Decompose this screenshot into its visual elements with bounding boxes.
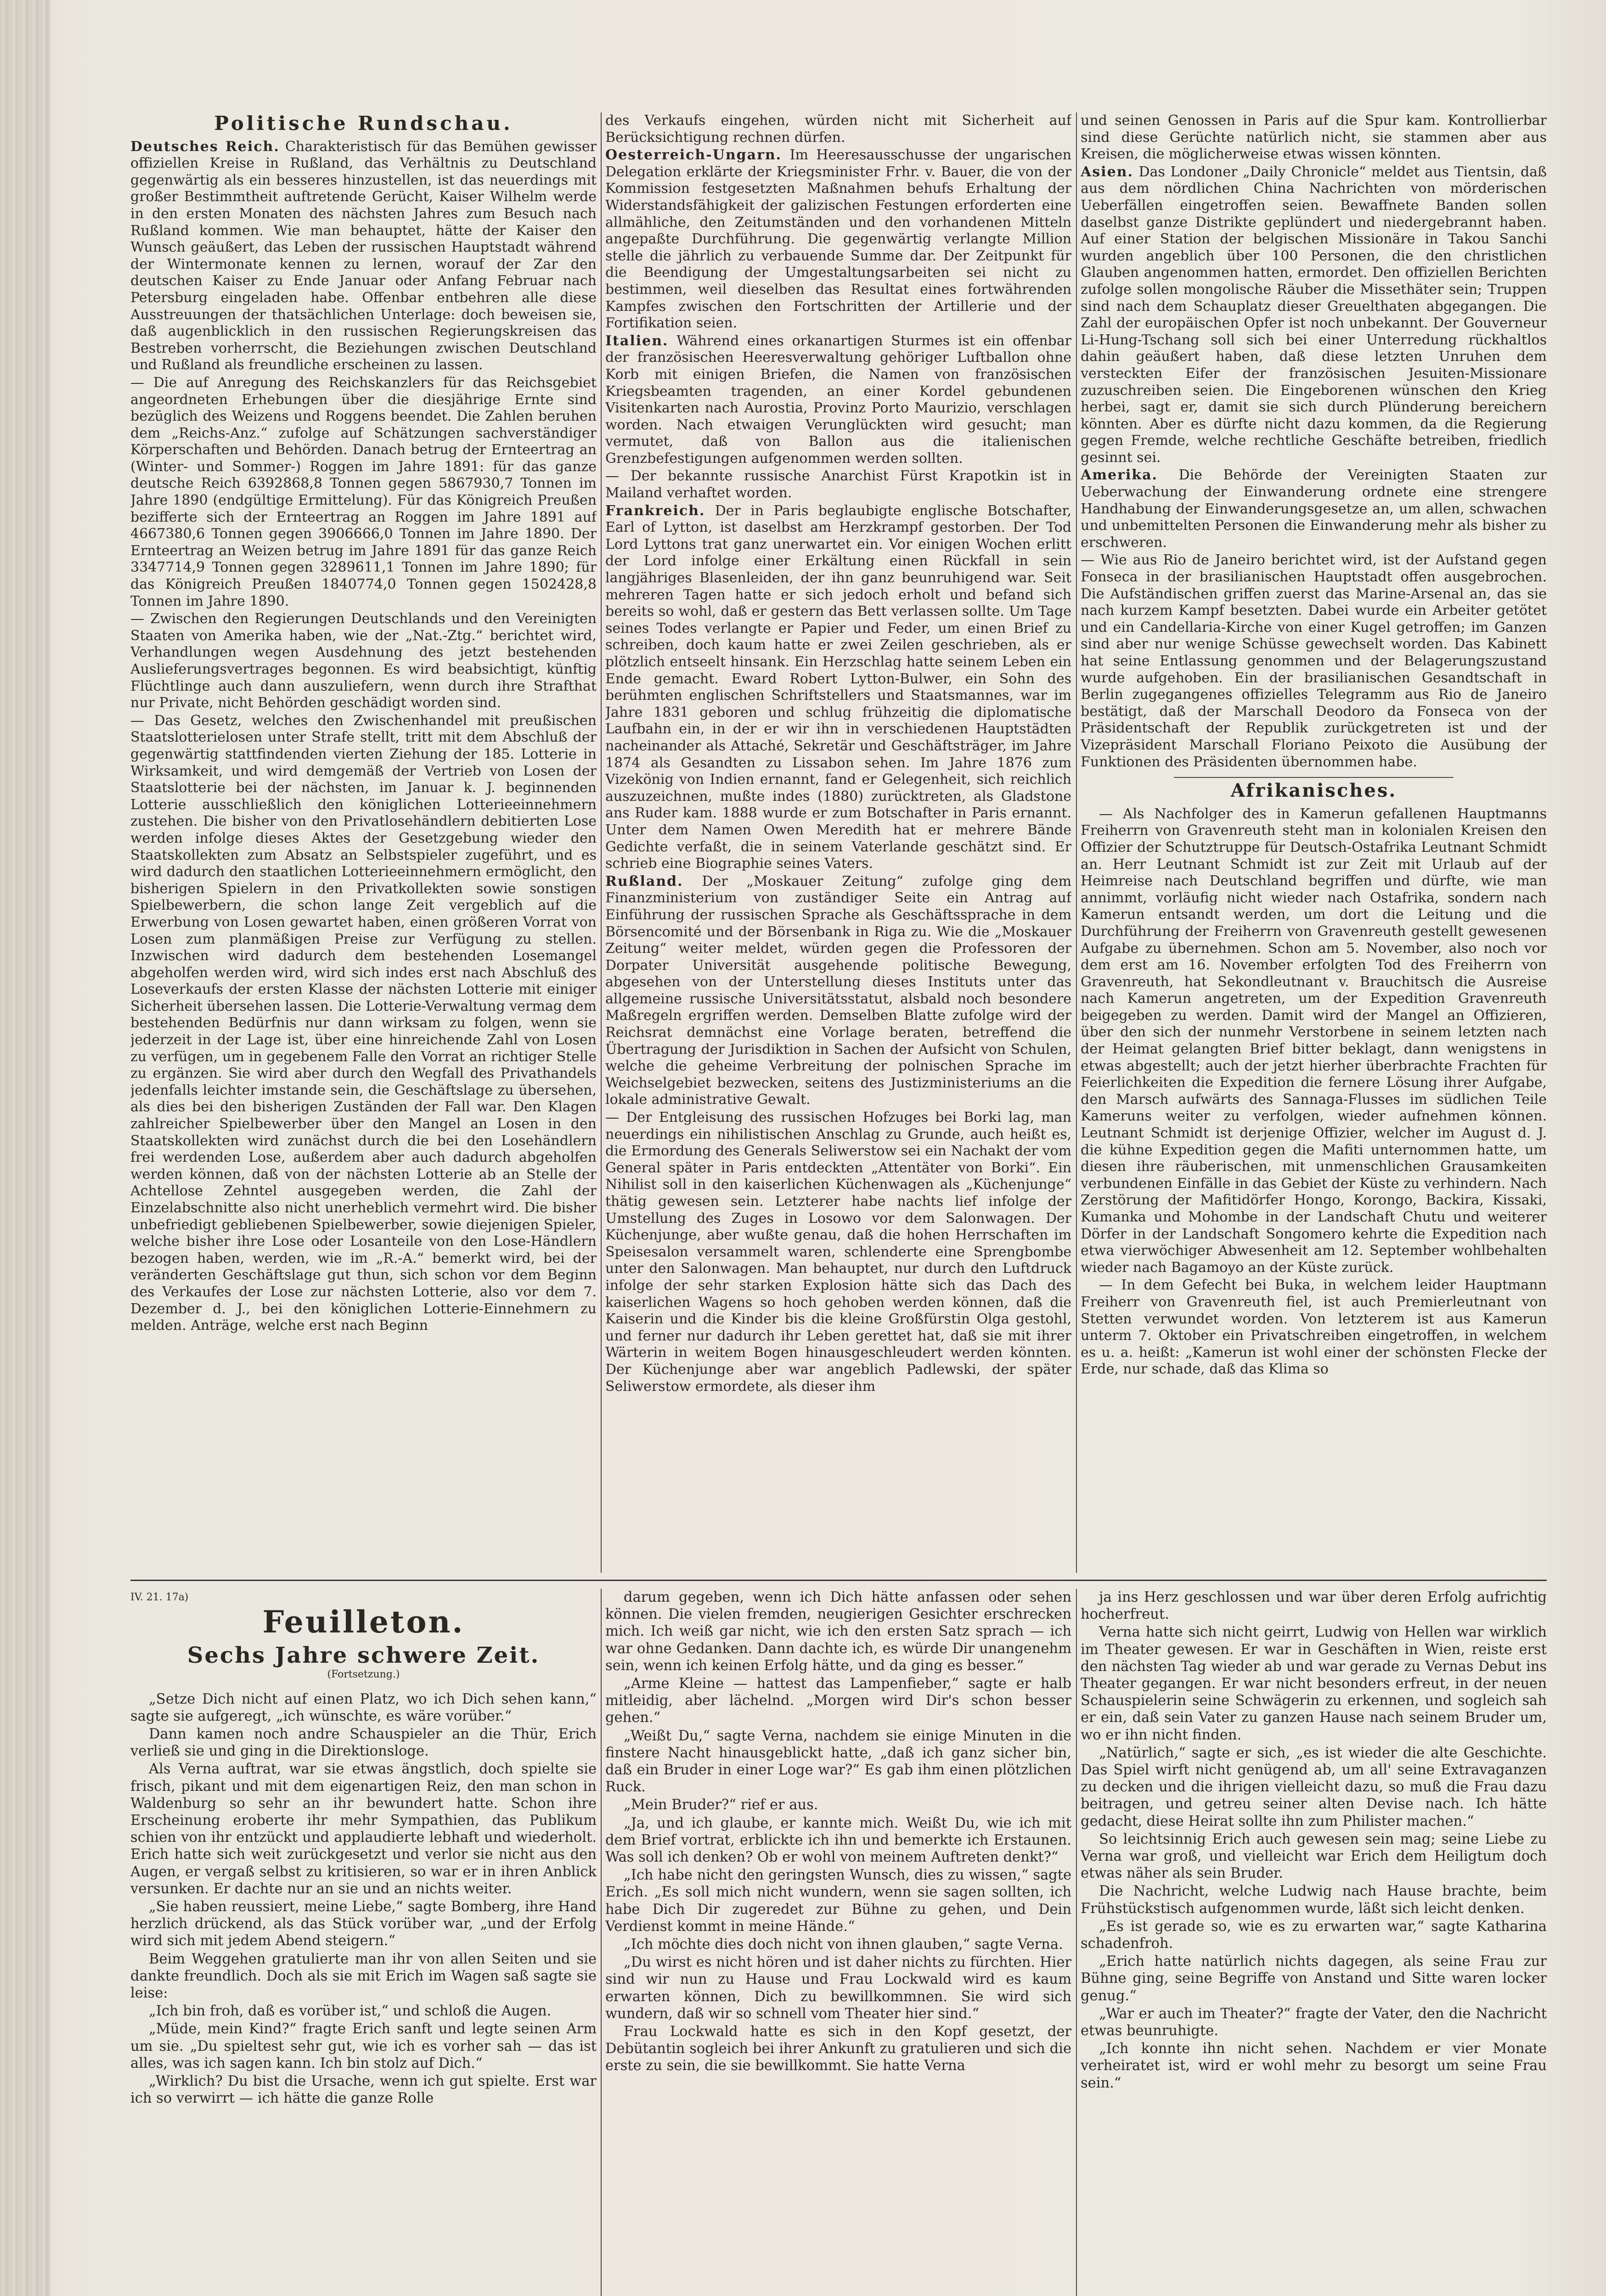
feuilleton-column-1 [130, 1589, 597, 2296]
article-paragraph [1081, 113, 1547, 163]
story-paragraph: darum gegeben, wenn ich Dich hätte anfassen oder sehen können. Die vielen fremden, neugierigen Gesichter erschrecken mich. Ich weiß gar nicht, wie ich den ersten Satz sprach — ich war ohne Gedanken. Dann dachte ich, es würde Dir unangenehm sein, wenn ich keinen Erfolg hätte, und da ging es besser.“ [605, 1589, 1071, 1674]
article-paragraph [130, 375, 597, 610]
story-paragraph: Verna hatte sich nicht geirrt, Ludwig von Hellen war wirklich im Theater gewesen. Er war in Geschäften in Wien, reiste erst den nächsten Tag wieder ab und war gerade zu Vernas Debut ins Theater gegangen. Er war nicht besonders erfreut, in der neuen Schauspielerin seine Schwägerin zu erkennen, und sogleich sah er ein, daß sein Vater zu ganzen Hause nach seinem Bruder um, wo er ihn nicht finden. [1081, 1624, 1547, 1743]
article-text: — Das Gesetz, welches den Zwischenhandel mit preußischen Staatslotterielosen unter Strafe stellt, tritt mit dem Abschluß der gegenwärtig stattfindenden vierten Ziehung der 185. Lotterie in Wirksamkeit, und wird demgemäß der Vertrieb von Losen der Staatslotterie bei der nächsten, im Januar k. J. beginnenden Lotterie ausschließlich den königlichen Lotterieeinnehmern zustehen. Die bisher von den Privatlosehändlern debitierten Lose werden infolge dieses Aktes der Gesetzgebung wieder den Staatskollekten zum Absatz an Selbstspieler zugeführt, und es wird dadurch den staatlichen Lotterieeinnehmern ermöglicht, den bisherigen Spielern in den Privatkollekten sowie sonstigen Spielbewerbern, die schon lange Zeit vergeblich auf die Erwerbung von Losen gewartet haben, einen größeren Vorrat von Losen zum planmäßigen Preise zur Verfügung zu stellen. Inzwischen wird dadurch dem bestehenden Losemangel abgeholfen werden wird, wird sich indes erst nach Abschluß des Loseverkaufs der ersten Klasse der nächsten Lotterie mit einiger Sicherheit übersehen lassen. Die Lotterie-Verwaltung vermag dem bestehenden Bedürfnis nur dann wirksam zu folgen, wenn sie jederzeit in der Lage ist, über eine hinreichende Zahl von Losen zu verfügen, um in gegebenem Falle den Vorrat an richtiger Stelle zu ergänzen. Sie wird aber durch den Wegfall des Privathandels jedenfalls leichter imstande sein, die Geschäftslage zu übersehen, als dies bei den bisherigen Zuständen der Fall war. Den Klagen zahlreicher Spielbewerber über den Mangel an Losen in den Staatskollekten wird zunächst durch die bei den Losehändlern frei werdenden Lose, außerdem aber auch dadurch abgeholfen werden können, daß von der nächsten Lotterie ab an Stelle der Achtellose Zehntel ausgegeben werden, die Zahl der Einzelabschnitte also nicht unerheblich vermehrt wird. Die bisher unbefriedigt gebliebenen Spielbewerber, sowie diejenigen Spieler, welche bisher ihre Lose oder Losanteile von den Lose-Händlern bezogen haben, werden, wie im „R.-A.“ bemerkt wird, bei der veränderten Geschäftslage gut thun, sich schon vor dem Beginn des Verkaufes der Lose zur nächsten Lotterie, also vor dem 7. Dezember d. J., bei den königlichen Lotterie-Einnehmern zu melden. Anträge, welche erst nach Beginn [130, 712, 597, 1334]
article-text: Der in Paris beglaubigte englische Botschafter, Earl of Lytton, ist daselbst am Herzkrampf gestorben. Der Tod Lord Lyttons trat ganz unerwartet ein. Vor einigen Wochen erlitt der Lord infolge einer Erkältung einen Rückfall in sein langjähriges Blasenleiden, der ihn ganz beunruhigend war. Seit mehreren Tagen hatte er sich jedoch erholt und befand sich bereits so wohl, daß er gestern das Bett verlassen sollte. Um Tage seines Todes verlangte er Papier und Feder, um einen Brief zu schreiben, doch kaum hatte er zwei Zeilen geschrieben, als er plötzlich entseelt hinsank. Ein Herzschlag hatte seinem Leben ein Ende gemacht. Eward Robert Lytton-Bulwer, ein Sohn des berühmten englischen Schriftstellers und Staatsmannes, war im Jahre 1831 geboren und schlug frühzeitig die diplomatische Laufbahn ein, in der er wir ihn in verschiedenen Hauptstädten nacheinander als Attaché, Sekretär und Geschäftsträger, im Jahre 1874 als Gesandten zu Lissabon sehen. Im Jahre 1876 zum Vizekönig von Indien ernannt, fand er Gelegenheit, sich reichlich auszuzeichnen, mußte indes (1880) zurücktreten, als Gladstone ans Ruder kam. 1888 wurde er zum Botschafter in Paris ernannt. Unter dem Namen Owen Meredith hat er mehrere Bände Gedichte verfaßt, die in seinem Vaterlande geschätzt sind. Er schrieb eine Biographie seines Vaters. [605, 502, 1071, 872]
article-text: — Wie aus Rio de Janeiro berichtet wird, ist der Aufstand gegen Fonseca in der brasilianischen Hauptstadt offen ausgebrochen. Die Aufständischen griffen zuerst das Marine-Arsenal an, das sie nach kurzem Kampf besetzten. Dabei wurde ein Arbeiter getötet und ein Candellaria-Kirche von einer Kugel getroffen; im Ganzen sind aber nur wenige Schüsse gewechselt worden. Das Kabinett hat seine Entlassung genommen und der Belagerungszustand wurde aufgehoben. Ein der brasilianischen Gesandtschaft in Berlin zugegangenes offizielles Telegramm aus Rio de Janeiro bestätigt, daß der Marschall Deodoro da Fonseca von der Präsidentschaft der Republik zurückgetreten ist und der Vizepräsident Marschall Floriano Peixoto die Ausübung der Funktionen des Präsidenten übernommen habe. [1081, 552, 1547, 770]
article-paragraph [130, 713, 597, 1334]
article-text: Der „Moskauer Zeitung“ zufolge ging dem Finanzministerium von zuständiger Seite ein Antrag auf Einführung der russischen Sprache als Geschäftssprache in dem Börsencomité und der Börsenbank in Riga zu. Wie die „Moskauer Zeitung“ weiter meldet, würden gegen die Professoren der Dorpater Universität ausgehende politische Bewegung, abgesehen von der Unterstellung dieses Instituts unter das allgemeine russische Universitätsstatut, alsbald noch besondere Maßregeln ergriffen werden. Demselben Blatte zufolge wird der Reichsrat demnächst eine Vorlage beraten, betreffend die Übertragung der Jurisdiktion in Sachen der Aufsicht von Schulen, welche die geheime Verbreitung der polnischen Sprache im Weichselgebiet bezwecken, seitens des Justizministeriums an die lokale administrative Gewalt. [605, 873, 1071, 1108]
feuilleton-column-2 [605, 1589, 1071, 2296]
article-text: Charakteristisch für das Bemühen gewisser offiziellen Kreise in Rußland, das Verhältnis zu Deutschland gegenwärtig als ein besseres hinzustellen, ist das neuerdings mit großer Bestimmtheit auftretende Gerücht, Kaiser Wilhelm werde in den ersten Monaten des nächsten Jahres zum Besuch nach Rußland kommen. Wie man behauptet, hätte der Kaiser den Wunsch geäußert, das Leben der russischen Hauptstadt während der Wintermonate kennen zu lernen, worauf der Zar den deutschen Kaiser zu Ende Januar oder Anfang Februar nach Petersburg eingeladen habe. Offenbar entbehren alle diese Ausstreuungen der thatsächlichen Unterlage: doch beweisen sie, daß augenblicklich in den russischen Regierungskreisen das Bestreben vorherrscht, die Beziehungen zwischen Deutschland und Rußland als freundliche erscheinen zu lassen. [130, 138, 597, 373]
novel-subtitle: (Fortsetzung.) [327, 1669, 400, 1681]
article-rubric: Italien. [605, 332, 669, 349]
article-paragraph [605, 333, 1071, 467]
story-paragraph: So leichtsinnig Erich auch gewesen sein mag; seine Liebe zu Verna war groß, und vielleicht war Erich dem Heiligtum doch etwas näher als sein Bruder. [1081, 1831, 1547, 1882]
article-rubric: Deutsches Reich. [130, 138, 280, 155]
article-rubric: Asien. [1081, 163, 1133, 180]
article-text: Die Behörde der Vereinigten Staaten zur Ueberwachung der Einwanderung ordnete eine strengere Handhabung der Einwanderungsgesetze an, um allen, schwachen und unbemittelten Personen die Einwanderung mehr als bisher zu erschweren. [1081, 467, 1547, 551]
article-text: — Der bekannte russische Anarchist Fürst Krapotkin ist in Mailand verhaftet worden. [605, 468, 1071, 501]
article-paragraph [130, 139, 597, 374]
afrika-title: Afrikanisches. [1230, 780, 1397, 802]
article-paragraph [605, 147, 1071, 332]
rundschau-column-1 [130, 113, 597, 1573]
article-paragraph [605, 113, 1071, 146]
story-paragraph: Als Verna auftrat, war sie etwas ängstlich, doch spielte sie frisch, pikant und mit dem eigenartigen Reiz, den man schon in Waldenburg so sehr an ihr bewundert hatte. Schon ihre Erscheinung eroberte ihr mehr Sympathien, das Publikum schien von ihr entzückt und applaudierte lebhaft und wiederholt. Erich hatte sich weit zurückgesetzt und verlor sie nicht aus den Augen, er vergaß selbst zu kritisieren, so war er in ihren Anblick versunken. Er dachte nur an sie und an nichts weiter. [130, 1761, 597, 1897]
story-paragraph: „Erich hatte natürlich nichts dagegen, als seine Frau zur Bühne ging, seine Begriffe von Anstand und Sitte waren locker genug.“ [1081, 1953, 1547, 2004]
column-divider [601, 1589, 602, 2296]
article-rubric: Oesterreich-Ungarn. [605, 147, 782, 163]
article-rubric: Frankreich. [605, 502, 705, 519]
story-paragraph: „Ich konnte ihn nicht sehen. Nachdem er vier Monate verheiratet ist, wird er wohl mehr zu besorgt um seine Frau sein.“ [1081, 2041, 1547, 2091]
page-binding-edge [0, 0, 51, 2296]
story-paragraph: — Als Nachfolger des in Kamerun gefallenen Hauptmanns Freiherrn von Gravenreuth steht man in kolonialen Kreisen den Offizier der Schutztruppe für Deutsch-Ostafrika Leutnant Schmidt an. Herr Leutnant Schmidt ist zur Zeit mit Urlaub auf der Heimreise nach Deutschland begriffen und dürfte, wie man annimmt, vorläufig nicht wieder nach Ostafrika, sondern nach Kamerun entsandt werden, um dort die Leitung und die Durchführung der Freiherrn von Gravenreuth gestellt gewesenen Aufgabe zu übernehmen. Schon am 5. November, also noch vor dem erst am 16. November erfolgten Tod des Freiherrn von Gravenreuth, hat Sekondleutnant v. Brauchitsch die Ausreise nach Kamerun angetreten, um der Expedition Gravenreuth beigegeben zu werden. Damit wird der Mangel an Offizieren, über den sich der nunmehr Verstorbene in seinem letzten nach der Heimat gelangten Brief bitter beklagt, dann wenigstens in etwas abgestellt; auch der jetzt hierher überbrachte Frachten für Feierlichkeiten die Expedition die fernere Lösung ihrer Aufgabe, den Marsch aufwärts des Sannaga-Flusses im südlichen Teile Kameruns weiter zu verfolgen, wieder aufnehmen können. Leutnant Schmidt ist derjenige Offizier, welcher im August d. J. die kühne Expedition gegen die Mafiti unternommen hatte, um diesen ihre räuberischen, mit unmenschlichen Grausamkeiten verbundenen Einfälle in das Gebiet der Küste zu verhindern. Nach Zerstörung der Mafitidörfer Hongo, Korongo, Backira, Kissaki, Kumanka und Mohombe in der Landschaft Chutu und weiterer Dörfer in der Landschaft Songomero kehrte die Expedition nach etwa vierwöchiger Abwesenheit am 12. September wohlbehalten wieder nach Bagamoyo an der Küste zurück. [1081, 805, 1547, 1276]
story-paragraph: „Müde, mein Kind?“ fragte Erich sanft und legte seinen Arm um sie. „Du spieltest sehr gut, wie ich es vorher sah — das ist alles, was ich sagen kann. Ich bin stolz auf Dich.“ [130, 2021, 597, 2071]
article-paragraph [130, 611, 597, 712]
story-paragraph: Beim Weggehen gratulierte man ihr von allen Seiten und sie dankte freundlich. Doch als sie mit Erich im Wagen saß sagte sie leise: [130, 1951, 597, 2002]
rundschau-title: Politische Rundschau. [214, 113, 513, 135]
story-paragraph: ja ins Herz geschlossen und war über deren Erfolg aufrichtig hocherfreut. [1081, 1589, 1547, 1623]
story-paragraph: „Ich bin froh, daß es vorüber ist,“ und schloß die Augen. [149, 2003, 552, 2020]
feuilleton-divider [130, 1580, 1547, 1581]
story-paragraph: „Arme Kleine — hattest das Lampenfieber,“ sagte er halb mitleidig, aber lächelnd. „Morgen wird Dir's schon besser gehen.“ [605, 1676, 1071, 1726]
section-rule [1174, 777, 1454, 778]
story-paragraph: „Natürlich,“ sagte er sich, „es ist wieder die alte Geschichte. Das Spiel wirft nicht genügend ab, um all' seine Extravaganzen zu decken und die ihrigen vielleicht dazu, so muß die Frau dazu beitragen, und getreu seiner alten Devise nach. Ich hätte gedacht, diese Heirat sollte ihn zum Philister machen.“ [1081, 1745, 1547, 1829]
article-paragraph [605, 468, 1071, 501]
article-text: Während eines orkanartigen Sturmes ist ein offenbar der französischen Heeresverwaltung gehöriger Luftballon ohne Korb mit einigen Briefen, die Namen von französischen Kriegsbeamten tragenden, an einer Kordel gebundenen Visitenkarten nach Aurostia, Provinz Porto Maurizio, verschlagen worden. Nach etwaigen Verunglückten wird gesucht; man vermutet, daß von Ballon aus die italienischen Grenzbefestigungen aufgenommen werden sollten. [605, 332, 1071, 467]
story-paragraph: „Ich möchte dies doch nicht von ihnen glauben,“ sagte Verna. [624, 1936, 1063, 1953]
column-divider [1076, 1589, 1077, 2296]
story-paragraph: „Weißt Du,“ sagte Verna, nachdem sie einige Minuten in die finstere Nacht hinausgeblickt hatte, „daß ich ganz sicher bin, daß ein Bruder in einer Loge war?“ Es gab ihm einen plötzlichen Ruck. [605, 1728, 1071, 1795]
story-paragraph: Die Nachricht, welche Ludwig nach Hause brachte, beim Frühstückstisch aufgenommen wurde, läßt sich leicht denken. [1081, 1883, 1547, 1917]
article-text: Das Londoner „Daily Chronicle“ meldet aus Tientsin, daß aus dem nördlichen China Nachrichten von mörderischen Ueberfällen eingetroffen seien. Bewaffnete Banden sollen daselbst ganze Distrikte geplündert und niedergebrannt haben. Auf einer Station der belgischen Missionäre in Takou Sanchi wurden angeblich über 100 Personen, die den christlichen Glauben angenommen hatten, ermordet. Den offiziellen Berichten zufolge sollen mongolische Räuber die Missethäter sein; Truppen sind nach dem Schauplatz dieser Greuelthaten abgegangen. Die Zahl der europäischen Opfer ist noch unbekannt. Der Gouverneur Li-Hung-Tschang soll sich bei einer Unterredung rückhaltlos dahin geäußert haben, daß diese letzten Unruhen dem versteckten Eifer der französischen Jesuiten-Missionare zuzuschreiben seien. Die Eingeborenen wünschen den Krieg herbei, sagt er, damit sie sich durch Plünderung bereichern könnten. Aber es dürfte nicht dazu kommen, da die Regierung gegen Fremde, welche rechtliche Geschäfte betreiben, friedlich gesinnt sei. [1081, 163, 1547, 466]
article-text: — Die auf Anregung des Reichskanzlers für das Reichsgebiet angeordneten Erhebungen über die diesjährige Ernte sind bezüglich des Weizens und Roggens beendet. Die Zahlen beruhen dem „Reichs-Anz.“ zufolge auf Schätzungen sachverständiger Körperschaften und Behörden. Danach betrug der Ernteertrag an (Winter- und Sommer-) Roggen im Jahre 1891: für das ganze deutsche Reich 6392868,8 Tonnen gegen 5867930,7 Tonnen im Jahre 1890 (endgültige Ermittelung). Für das Königreich Preußen bezifferte sich der Ernteertrag an Roggen im Jahre 1891 auf 4667380,6 Tonnen gegen 3906666,0 Tonnen im Jahre 1890. Der Ernteertrag an Weizen betrug im Jahre 1891 für das ganze Reich 3347714,9 Tonnen gegen 3289611,1 Tonnen im Jahre 1890; für das Königreich Preußen 1840774,0 Tonnen gegen 1502428,8 Tonnen im Jahre 1890. [130, 374, 597, 609]
article-text: — Der Entgleisung des russischen Hofzuges bei Borki lag, man neuerdings ein nihilistischen Anschlag zu Grunde, auch heißt es, die Ermordung des Generals Seliwerstow sei ein Nachakt der vom General später in Paris entdeckten „Attentäter von Borki“. Ein Nihilist soll in den kaiserlichen Küchenwagen als „Küchenjunge“ thätig gewesen sein. Letzterer habe nachts lief infolge der Umstellung des Zuges in Losowo vor dem Salonwagen. Der Küchenjunge, aber wußte genau, daß die hohen Herrschaften im Speisesalon versammelt waren, schlenderte eine Sprengbombe unter den Salonwagen. Man behauptet, nur durch den Luftdruck infolge der sehr starken Explosion hätte sich das Dach des kaiserlichen Wagens so hoch gehoben werden können, daß die Kaiserin und die Kinder bis die kleine Großfürstin Olga gestohl, und ferner nur dadurch ihr Leben gerettet hat, daß sie mit ihrer Wärterin in weitem Bogen hinausgeschleudert werden könnten. Der Küchenjunge aber war angeblich Padlewski, der später Seliwerstow ermordete, als dieser ihm [605, 1109, 1071, 1395]
story-paragraph: „Ich habe nicht den geringsten Wunsch, dies zu wissen,“ sagte Erich. „Es soll mich nicht wundern, wenn sie sagen sollten, ich habe Dich Dir zugeredet zur Bühne zu gehen, und Dein Verdienst kommt in meine Hände.“ [605, 1867, 1071, 1935]
article-paragraph [605, 873, 1071, 1109]
story-paragraph: „Es ist gerade so, wie es zu erwarten war,“ sagte Katharina schadenfroh. [1081, 1918, 1547, 1952]
article-paragraph [1081, 552, 1547, 771]
feuilleton-code: IV. 21. 17a) [130, 1592, 189, 1603]
column-divider [1076, 113, 1077, 1573]
story-paragraph: „Ja, und ich glaube, er kannte mich. Weißt Du, wie ich mit dem Brief vortrat, erblickte ich ihn und bemerkte ich Erstaunen. Was soll ich denken? Ob er wohl von meinem Auftreten denkt?“ [605, 1815, 1071, 1866]
story-paragraph: — In dem Gefecht bei Buka, in welchem leider Hauptmann Freiherr von Gravenreuth fiel, ist auch Premierleutnant von Stetten verwundet worden. Von letzterem ist aus Kamerun unterm 7. Oktober ein Privatschreiben eingetroffen, in welchem es u. a. heißt: „Kamerun ist wohl einer der schönsten Flecke der Erde, nur schade, daß das Klima so [1081, 1277, 1547, 1378]
article-text: und seinen Genossen in Paris auf die Spur kam. Kontrollierbar sind diese Gerüchte natürlich nicht, sie stammen aber aus Kreisen, die möglicherweise etwas wissen könnten. [1081, 113, 1547, 163]
article-rubric: Rußland. [605, 873, 683, 889]
column-divider [601, 113, 602, 1573]
article-paragraph [605, 503, 1071, 872]
article-paragraph [1081, 467, 1547, 551]
article-text: Im Heeresausschusse der ungarischen Delegation erklärte der Kriegsminister Frhr. v. Bauer, die von der Kommission festgesetzten Maßnahmen behufs Erhaltung der Widerstandsfähigkeit der galizischen Festungen erforderten eine allmähliche, den Zeitumständen und den vorhandenen Mitteln angepaßte Durchführung. Die gegenwärtig verlangte Million stelle die jährlich zu verbauende Summe dar. Der Zeitpunkt für die Beendigung der Umgestaltungsarbeiten sei nicht zu bestimmen, weil dieselben das Resultat eines fortwährenden Kampfes zwischen den Fortschritten der Artillerie und der Fortifikation seien. [605, 147, 1071, 332]
story-paragraph: „War er auch im Theater?“ fragte der Vater, den die Nachricht etwas beunruhigte. [1081, 2005, 1547, 2039]
story-paragraph: „Wirklich? Du bist die Ursache, wenn ich gut spielte. Erst war ich so verwirrt — ich hätte die ganze Rolle [130, 2073, 597, 2107]
rundschau-column-2 [605, 113, 1071, 1573]
story-paragraph: Dann kamen noch andre Schauspieler an die Thür, Erich verließ sie und ging in die Direktionsloge. [130, 1726, 597, 1760]
article-paragraph [605, 1109, 1071, 1395]
novel-title: Sechs Jahre schwere Zeit. [187, 1643, 540, 1669]
article-text: — Zwischen den Regierungen Deutschlands und den Vereinigten Staaten von Amerika haben, wie der „Nat.-Ztg.“ berichtet wird, Verhandlungen wegen Ausdehnung des jetzt bestehenden Auslieferungsvertrages begonnen. Es wird beabsichtigt, künftig Flüchtlinge auch dann auszuliefern, wenn durch ihre Strafthat nur Private, nicht Behörden geschädigt worden sind. [130, 611, 597, 711]
article-paragraph [1081, 164, 1547, 467]
feuilleton-column-3 [1081, 1589, 1547, 2296]
story-paragraph: „Setze Dich nicht auf einen Platz, wo ich Dich sehen kann,“ sagte sie aufgeregt, „ich wünschte, es wäre vorüber.“ [130, 1691, 597, 1724]
article-text: des Verkaufs eingehen, würden nicht mit Sicherheit auf Berücksichtigung rechnen dürfen. [605, 113, 1071, 146]
feuilleton-heading: Feuilleton. [262, 1604, 465, 1640]
story-paragraph: „Du wirst es nicht hören und ist daher nichts zu fürchten. Hier sind wir nun zu Hause und Frau Lockwald wird es kaum erwarten können, Dich zu bewillkommnen. Sie wird sich wundern, daß wir so schnell vom Theater hier sind.“ [605, 1954, 1071, 2022]
rundschau-column-3 [1081, 113, 1547, 1573]
story-paragraph: „Mein Bruder?“ rief er aus. [624, 1797, 818, 1813]
story-paragraph: Frau Lockwald hatte es sich in den Kopf gesetzt, der Debütantin sogleich bei ihrer Ankunft zu gratulieren und sich die erste zu sein, die sie bewillkommt. Sie hatte Verna [605, 2024, 1071, 2074]
article-rubric: Amerika. [1081, 467, 1158, 484]
story-paragraph: „Sie haben reussiert, meine Liebe,“ sagte Bomberg, ihre Hand herzlich drückend, als das Stück vorüber war, „und der Erfolg wird sich mit jedem Abend steigern.“ [130, 1899, 597, 1949]
